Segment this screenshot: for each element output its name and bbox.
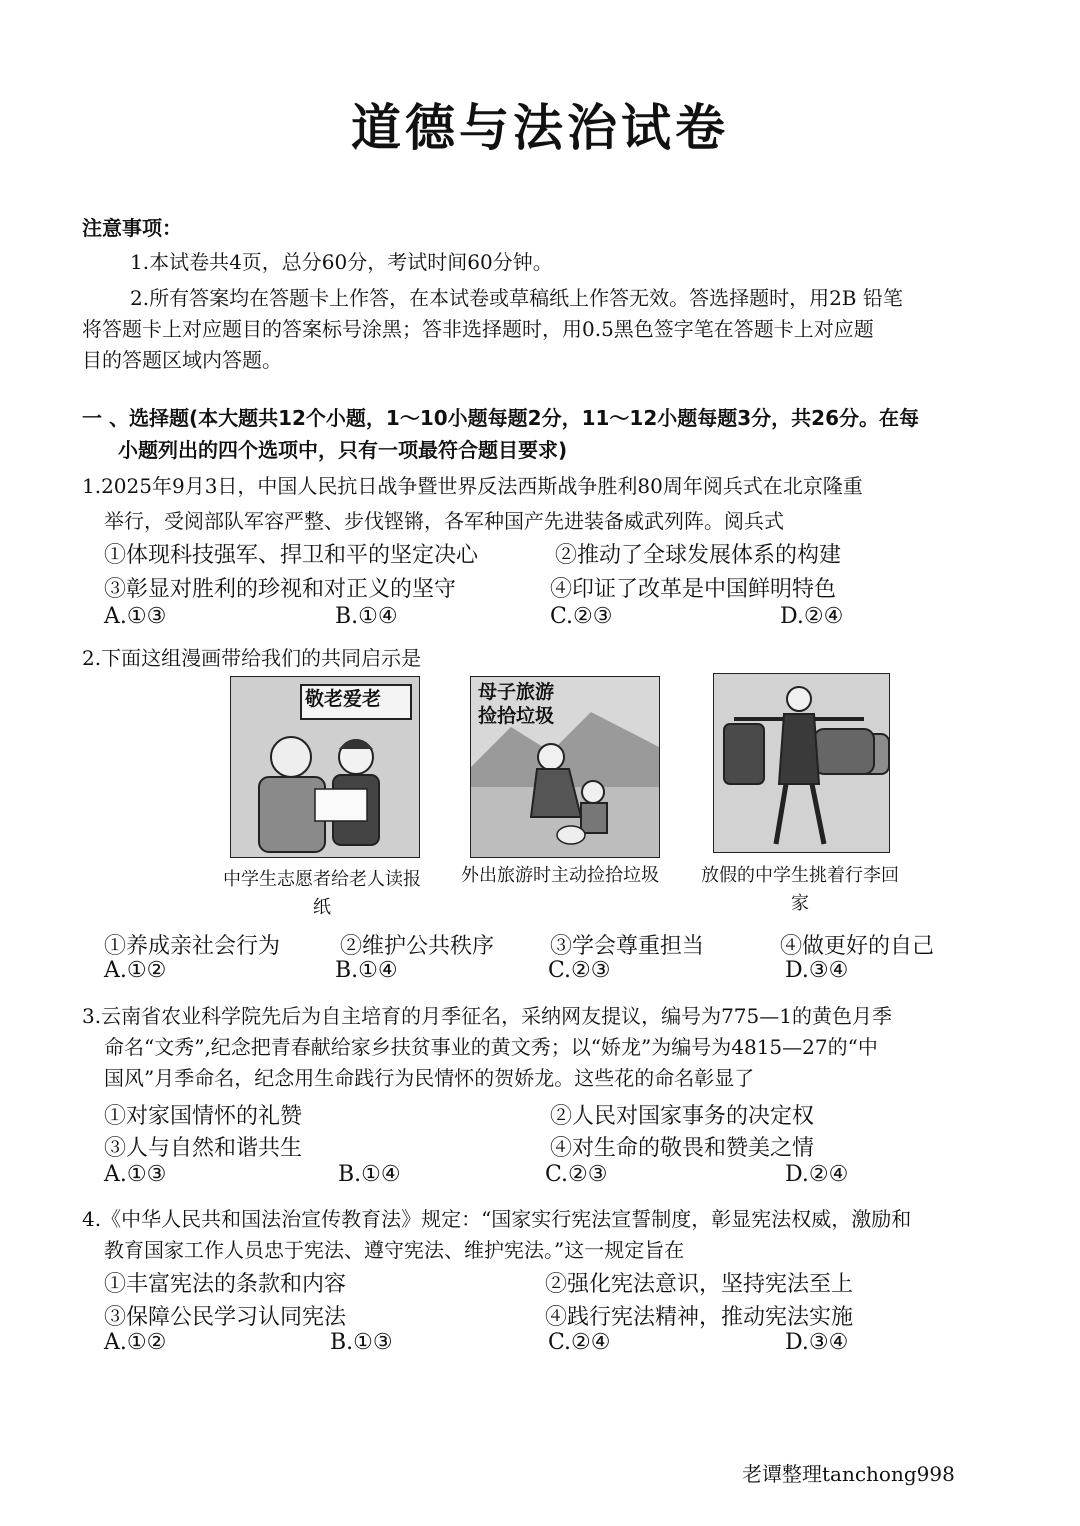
q4-item-1: ①丰富宪法的条款和内容: [104, 1272, 347, 1297]
q1-item-4: ④印证了改革是中国鲜明特色: [550, 577, 837, 602]
q4-choice-c[interactable]: C.②④: [548, 1330, 611, 1355]
q3-choice-d[interactable]: D.②④: [785, 1162, 849, 1187]
q2-choice-d[interactable]: D.③④: [785, 958, 849, 983]
q2-stem: 2.下面这组漫画带给我们的共同启示是: [82, 646, 422, 670]
q1-item-3: ③彰显对胜利的珍视和对正义的坚守: [104, 577, 457, 602]
q2-item-2: ②维护公共秩序: [340, 934, 495, 959]
q4-choice-d[interactable]: D.③④: [785, 1330, 849, 1355]
q1-stem-line-2: 举行，受阅部队军容严整、步伐铿锵，各军种国产先进装备威武列阵。阅兵式: [104, 509, 784, 533]
q1-choice-a[interactable]: A.①③: [104, 604, 167, 629]
q3-item-1: ①对家国情怀的礼赞: [104, 1104, 303, 1129]
comic-2-sign: 母子旅游捡拾垃圾: [478, 681, 555, 727]
q3-stem-line-2: 命名“文秀”,纪念把青春献给家乡扶贫事业的黄文秀；以“娇龙”为编号为4815—27的“中: [104, 1035, 878, 1059]
section-subheading: 小题列出的四个选项中，只有一项最符合题目要求): [118, 438, 568, 462]
q3-stem-line-3: 国风”月季命名，纪念用生命践行为民情怀的贺娇龙。这些花的命名彰显了: [104, 1066, 755, 1090]
q1-item-2: ②推动了全球发展体系的构建: [555, 543, 842, 568]
q1-item-1: ①体现科技强军、捍卫和平的坚定决心: [104, 543, 479, 568]
q2-item-3: ③学会尊重担当: [550, 934, 705, 959]
q3-stem-line-1: 3.云南省农业科学院先后为自主培育的月季征名，采纳网友提议，编号为775—1的黄色月季: [82, 1004, 892, 1028]
q3-item-3: ③人与自然和谐共生: [104, 1136, 303, 1161]
q2-item-1: ①养成亲社会行为: [104, 934, 281, 959]
q4-item-3: ③保障公民学习认同宪法: [104, 1305, 347, 1330]
q3-item-2: ②人民对国家事务的决定权: [550, 1104, 815, 1129]
notes-line-2b: 将答题卡上对应题目的答案标号涂黑；答非选择题时，用0.5黑色签字笔在答题卡上对应题: [82, 317, 874, 341]
q4-stem-line-1: 4.《中华人民共和国法治宣传教育法》规定：“国家实行宪法宣誓制度，彰显宪法权威，激励和: [82, 1207, 912, 1231]
notes-line-2c: 目的答题区域内答题。: [82, 348, 282, 372]
comic-1-sign: 敬老爱老: [305, 688, 382, 710]
q3-choice-c[interactable]: C.②③: [545, 1162, 608, 1187]
q2-item-4: ④做更好的自己: [780, 934, 935, 959]
q3-choice-a[interactable]: A.①③: [104, 1162, 167, 1187]
q4-stem-line-2: 教育国家工作人员忠于宪法、遵守宪法、维护宪法。”这一规定旨在: [104, 1238, 685, 1262]
page-title: 道德与法治试卷: [351, 99, 729, 157]
q2-choice-a[interactable]: A.①②: [104, 958, 167, 983]
q1-choice-d[interactable]: D.②④: [780, 604, 844, 629]
q1-choice-c[interactable]: C.②③: [550, 604, 613, 629]
q1-stem-line-1: 1.2025年9月3日，中国人民抗日战争暨世界反法西斯战争胜利80周年阅兵式在北京隆重: [82, 474, 863, 498]
q2-choice-c[interactable]: C.②③: [548, 958, 611, 983]
q2-choice-b[interactable]: B.①④: [335, 958, 398, 983]
section-heading: 一 、选择题(本大题共12个小题，1～10小题每题2分，11～12小题每题3分，共26分。在每: [82, 406, 920, 430]
q4-choice-a[interactable]: A.①②: [104, 1330, 167, 1355]
comic-2-caption: 外出旅游时主动捡拾垃圾: [461, 865, 659, 886]
carrying-luggage-illustration: [714, 674, 889, 852]
comic-1-caption: 中学生志愿者给老人读报纸: [223, 869, 421, 918]
q4-choice-b[interactable]: B.①③: [330, 1330, 393, 1355]
q4-item-2: ②强化宪法意识，坚持宪法至上: [545, 1272, 854, 1297]
q4-item-4: ④践行宪法精神，推动宪法实施: [545, 1305, 854, 1330]
notes-line-1: 1.本试卷共4页，总分60分，考试时间60分钟。: [130, 250, 553, 274]
q3-item-4: ④对生命的敬畏和赞美之情: [550, 1136, 815, 1161]
footer-credit: 老谭整理tanchong998: [742, 1462, 955, 1486]
notes-line-2a: 2.所有答案均在答题卡上作答，在本试卷或草稿纸上作答无效。答选择题时，用2B 铅笔: [130, 286, 903, 310]
comic-3-caption: 放假的中学生挑着行李回家: [701, 865, 899, 914]
q3-choice-b[interactable]: B.①④: [338, 1162, 401, 1187]
notes-heading: 注意事项：: [82, 216, 182, 240]
comic-panel-3: [713, 673, 890, 853]
q1-choice-b[interactable]: B.①④: [335, 604, 398, 629]
